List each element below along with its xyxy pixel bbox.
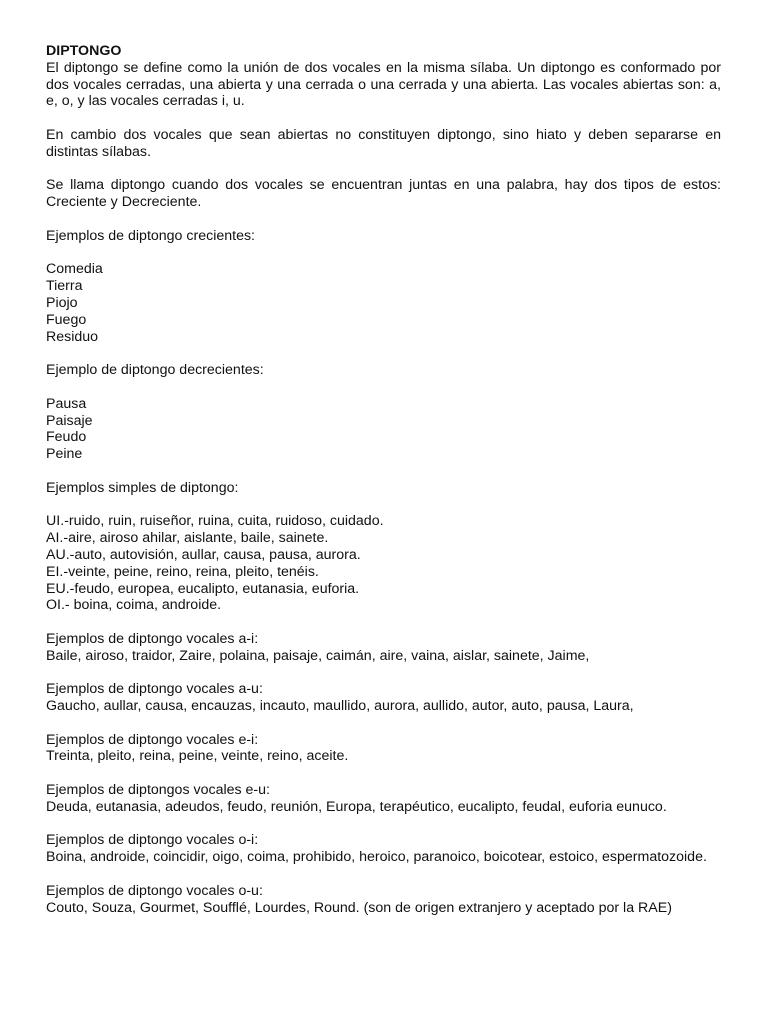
spacer: [46, 463, 721, 480]
list-item: EU.-feudo, europea, eucalipto, eutanasia, euforia.: [46, 580, 360, 597]
group-heading-a-i: Ejemplos de diptongo vocales a-i:: [46, 630, 259, 647]
group-text-o-u: Couto, Souza, Gourmet, Soufflé, Lourdes, Round. (son de origen extranjero y aceptado por la RAE): [46, 899, 672, 916]
intro-paragraph: El diptongo se define como la unión de dos vocales en la misma sílaba. Un diptongo es conformado por dos vocales cerradas, una abierta y una cerrada o una cerrada y una abierta. Las vocales abiertas son: a, e, o, y las vocales cerradas i, u.: [46, 59, 721, 110]
spacer: [46, 497, 721, 514]
group-heading-e-u: Ejemplos de diptongos vocales e-u:: [46, 782, 270, 799]
spacer: [46, 866, 721, 883]
group-text-a-u: Gaucho, aullar, causa, encauzas, incauto, maullido, aurora, aullido, autor, auto, pausa, Laura,: [46, 698, 634, 715]
types-paragraph: Se llama diptongo cuando dos vocales se encuentran juntas en una palabra, hay dos tipos de estos: Creciente y Decreciente.: [46, 177, 721, 211]
group-heading-o-i: Ejemplos de diptongo vocales o-i:: [46, 832, 259, 849]
spacer: [46, 161, 721, 178]
decrecientes-heading: Ejemplo de diptongo decrecientes:: [46, 362, 264, 379]
list-item: Feudo: [46, 429, 87, 446]
crecientes-heading: Ejemplos de diptongo crecientes:: [46, 227, 255, 244]
list-item: EI.-veinte, peine, reino, reina, pleito, tenéis.: [46, 563, 319, 580]
spacer: [46, 614, 721, 631]
spacer: [46, 379, 721, 396]
spacer: [46, 715, 721, 732]
list-item: Paisaje: [46, 412, 93, 429]
document-page: [46, 43, 721, 916]
document-title: DIPTONGO: [46, 43, 122, 59]
group-heading-e-i: Ejemplos de diptongo vocales e-i:: [46, 731, 259, 748]
list-item: Comedia: [46, 261, 103, 278]
hiato-paragraph: En cambio dos vocales que sean abiertas no constituyen diptongo, sino hiato y deben separarse en distintas sílabas.: [46, 126, 721, 160]
list-item: Peine: [46, 446, 83, 463]
spacer: [46, 245, 721, 262]
list-item: OI.- boina, coima, androide.: [46, 597, 222, 614]
simples-heading: Ejemplos simples de diptongo:: [46, 479, 239, 496]
group-text-a-i: Baile, airoso, traidor, Zaire, polaina, paisaje, caimán, aire, vaina, aislar, sainete, Jaime,: [46, 647, 590, 664]
group-heading-a-u: Ejemplos de diptongo vocales a-u:: [46, 681, 263, 698]
group-text-e-u: Deuda, eutanasia, adeudos, feudo, reunión, Europa, terapéutico, eucalipto, feudal, euforia eunuco.: [46, 798, 667, 815]
spacer: [46, 110, 721, 127]
list-item: Tierra: [46, 278, 83, 295]
group-text-e-i: Treinta, pleito, reina, peine, veinte, reino, aceite.: [46, 748, 349, 765]
spacer: [46, 765, 721, 782]
list-item: Residuo: [46, 328, 99, 345]
spacer: [46, 664, 721, 681]
list-item: UI.-ruido, ruin, ruiseñor, ruina, cuita, ruidoso, cuidado.: [46, 513, 384, 530]
spacer: [46, 345, 721, 362]
list-item: Piojo: [46, 294, 78, 311]
list-item: Fuego: [46, 311, 87, 328]
group-heading-o-u: Ejemplos de diptongo vocales o-u:: [46, 882, 263, 899]
group-text-o-i: Boina, androide, coincidir, oigo, coima, prohibido, heroico, paranoico, boicotear, estoico, espermatozoide.: [46, 849, 707, 866]
list-item: Pausa: [46, 395, 87, 412]
list-item: AI.-aire, airoso ahilar, aislante, baile, sainete.: [46, 530, 329, 547]
spacer: [46, 816, 721, 833]
list-item: AU.-auto, autovisión, aullar, causa, pausa, aurora.: [46, 546, 361, 563]
spacer: [46, 211, 721, 228]
